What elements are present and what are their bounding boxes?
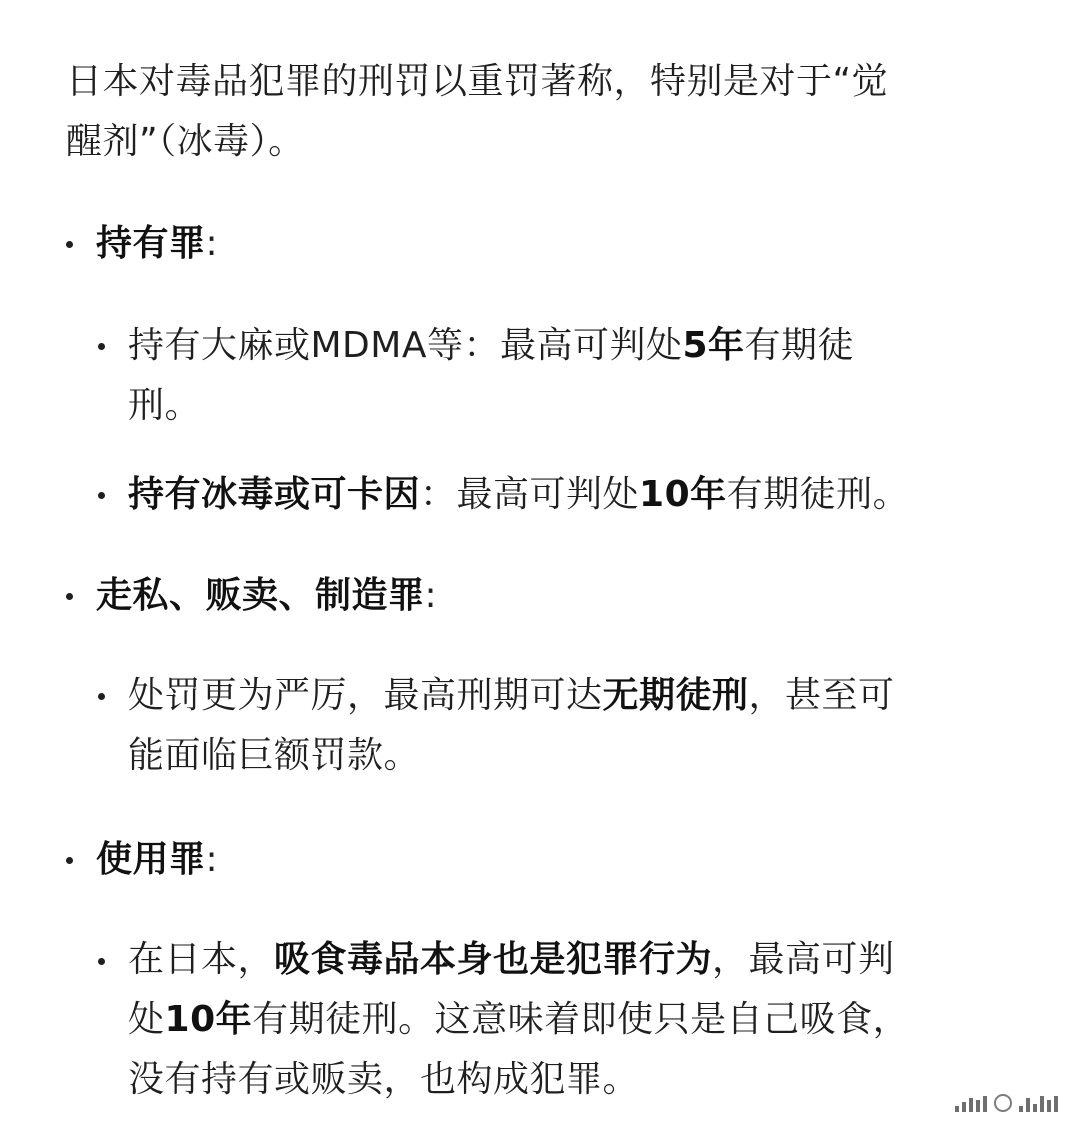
bullet-icon <box>66 593 73 600</box>
list-item-cannabis <box>128 316 1028 436</box>
item-text: 有期徒刑。 <box>726 474 910 515</box>
bullet-icon <box>98 693 105 700</box>
heading-text: 走私、贩卖、制造罪 <box>96 575 425 616</box>
item-text: 有期徒 <box>744 325 855 366</box>
item-text: 在日本， <box>128 939 275 980</box>
watermark-icon <box>955 1094 1058 1112</box>
list-item-use-penalty <box>128 930 1028 1110</box>
item-text-line3: 没有持有或贩卖，也构成犯罪。 <box>128 1059 640 1100</box>
item-bold: 10年 <box>164 999 253 1040</box>
section-heading-use <box>96 830 996 890</box>
bullet-icon <box>66 241 73 248</box>
heading-colon: : <box>424 575 438 616</box>
intro-paragraph <box>66 52 1016 172</box>
item-bold: 吸食毒品本身也是犯罪行为 <box>274 939 713 980</box>
item-text: 有期徒刑。这意味着即使只是自己吸食， <box>252 999 910 1040</box>
item-text: ：最高可判处 <box>420 474 640 515</box>
heading-text: 使用罪 <box>96 839 206 880</box>
item-text: ，最高可判 <box>712 939 895 980</box>
intro-line-1: 日本对毒品犯罪的刑罚以重罚著称，特别是对于“觉 <box>66 61 889 102</box>
section-heading-trafficking <box>96 566 996 626</box>
section-heading-possession <box>96 214 996 274</box>
item-bold: 10年 <box>639 474 727 515</box>
heading-colon: : <box>205 223 219 264</box>
item-text-line2: 能面临巨额罚款。 <box>128 735 421 776</box>
list-item-meth <box>128 465 1028 525</box>
intro-line-2: 醒剂”（冰毒）。 <box>66 121 305 162</box>
item-text-line2: 刑。 <box>128 385 202 426</box>
bullet-icon <box>66 857 73 864</box>
item-bold-lead: 持有冰毒或可卡因 <box>128 474 421 515</box>
item-text: ，甚至可 <box>748 675 895 716</box>
item-bold: 无期徒刑 <box>602 675 749 716</box>
item-text: 处罚更为严厉，最高刑期可达 <box>128 675 603 716</box>
item-bold: 5年 <box>682 325 745 366</box>
bullet-icon <box>98 492 105 499</box>
item-text: 持有大麻或MDMA等：最高可判处 <box>128 325 683 366</box>
bullet-icon <box>98 343 105 350</box>
bullet-icon <box>98 958 105 965</box>
heading-text: 持有罪 <box>96 223 206 264</box>
item-text: 处 <box>128 999 165 1040</box>
list-item-trafficking-penalty <box>128 666 1028 786</box>
heading-colon: : <box>205 839 219 880</box>
